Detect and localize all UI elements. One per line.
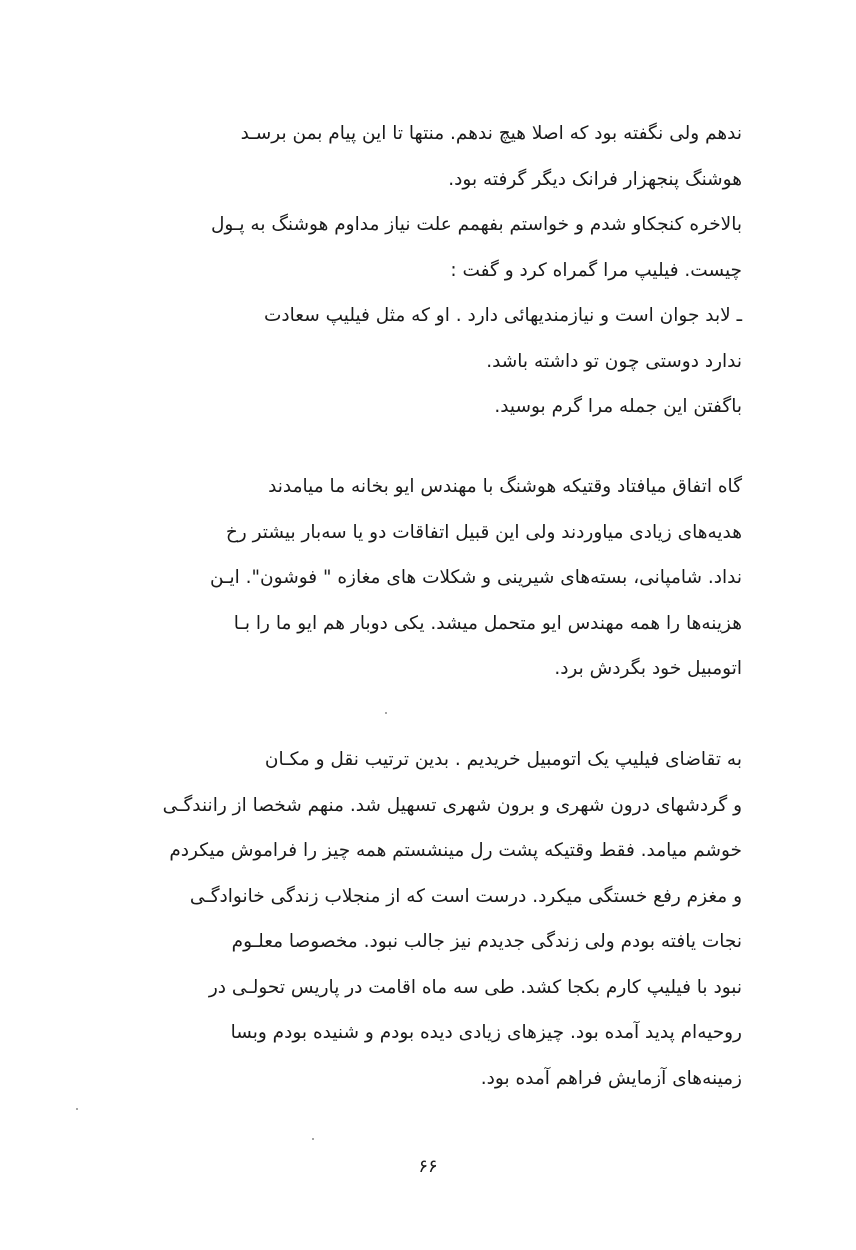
text-line: زمینه‌های آزمایش فراهم آمده بود. [480, 1067, 742, 1089]
text-line: خوشم میامد. فقط وقتیکه پشت رل مینشستم همه چیز را فراموش میکردم [169, 840, 742, 861]
text-line: هوشنگ پنجهزار فرانک دیگر گرفته بود. [448, 168, 742, 190]
text-line: هدیه‌های زیادی میاوردند ولی این قبیل اتفاقات دو یا سه‌بار بیشتر رخ [225, 521, 742, 543]
text-line: و گردشهای درون شهری و برون شهری تسهیل شد. منهم شخصا از رانندگـی [162, 794, 742, 816]
text-line: چیست. فیلیپ مرا گمراه کرد و گفت : [450, 259, 742, 281]
text-line: اتومبیل خود بگردش برد. [554, 658, 742, 679]
text-line: ندهم ولی نگفته بود که اصلا هیچ ندهم. منتها تا این پیام بمن برسـد [240, 123, 742, 144]
text-line: باگفتن این جمله مرا گرم بوسید. [494, 396, 742, 417]
text-line: نجات یافته بودم ولی زندگی جدیدم نیز جالب نبود. مخصوصا معلـوم [231, 931, 742, 952]
text-line: نداد. شامپانی، بسته‌های شیرینی و شکلات های مغازه " فوشون". ایـن [209, 567, 742, 588]
text-line: و مغزم رفع خستگی میکرد. درست است که از منجلاب زندگی خانوادگـی [189, 885, 742, 907]
text-line: هزینه‌ها را همه مهندس ایو متحمل میشد. یکی دوبار هم ایو ما را بـا [233, 612, 742, 634]
text-line: روحیه‌ام پدید آمده بود. چیزهای زیادی دیده بودم و شنیده بودم وبسا [230, 1022, 742, 1043]
text-line: گاه اتفاق میافتاد وقتیکه هوشنگ با مهندس ایو بخانه ما میامدند [268, 476, 742, 497]
scan-speck [312, 1138, 314, 1140]
scan-speck [76, 1108, 78, 1110]
paragraph-2 [78, 464, 742, 692]
page-number: ۶۶ [418, 1156, 438, 1177]
text-line: ـ لابد جوان است و نیازمندیهائی دارد . او که مثل فیلیپ سعادت [264, 305, 742, 326]
text-line: به تقاضای فیلیپ یک اتومبیل خریدیم . بدین ترتیب نقل و مکـان [264, 749, 742, 770]
paragraph-1 [78, 111, 742, 430]
scan-speck [385, 712, 387, 714]
text-line: ندارد دوستی چون تو داشته باشد. [486, 350, 742, 372]
text-line: بالاخره کنجکاو شدم و خواستم بفهمم علت نیاز مداوم هوشنگ به پـول [210, 214, 742, 235]
paragraph-3 [78, 737, 742, 1101]
text-line: نبود با فیلیپ کارم بکجا کشد. طی سه ماه اقامت در پاریس تحولـی در [208, 976, 742, 998]
